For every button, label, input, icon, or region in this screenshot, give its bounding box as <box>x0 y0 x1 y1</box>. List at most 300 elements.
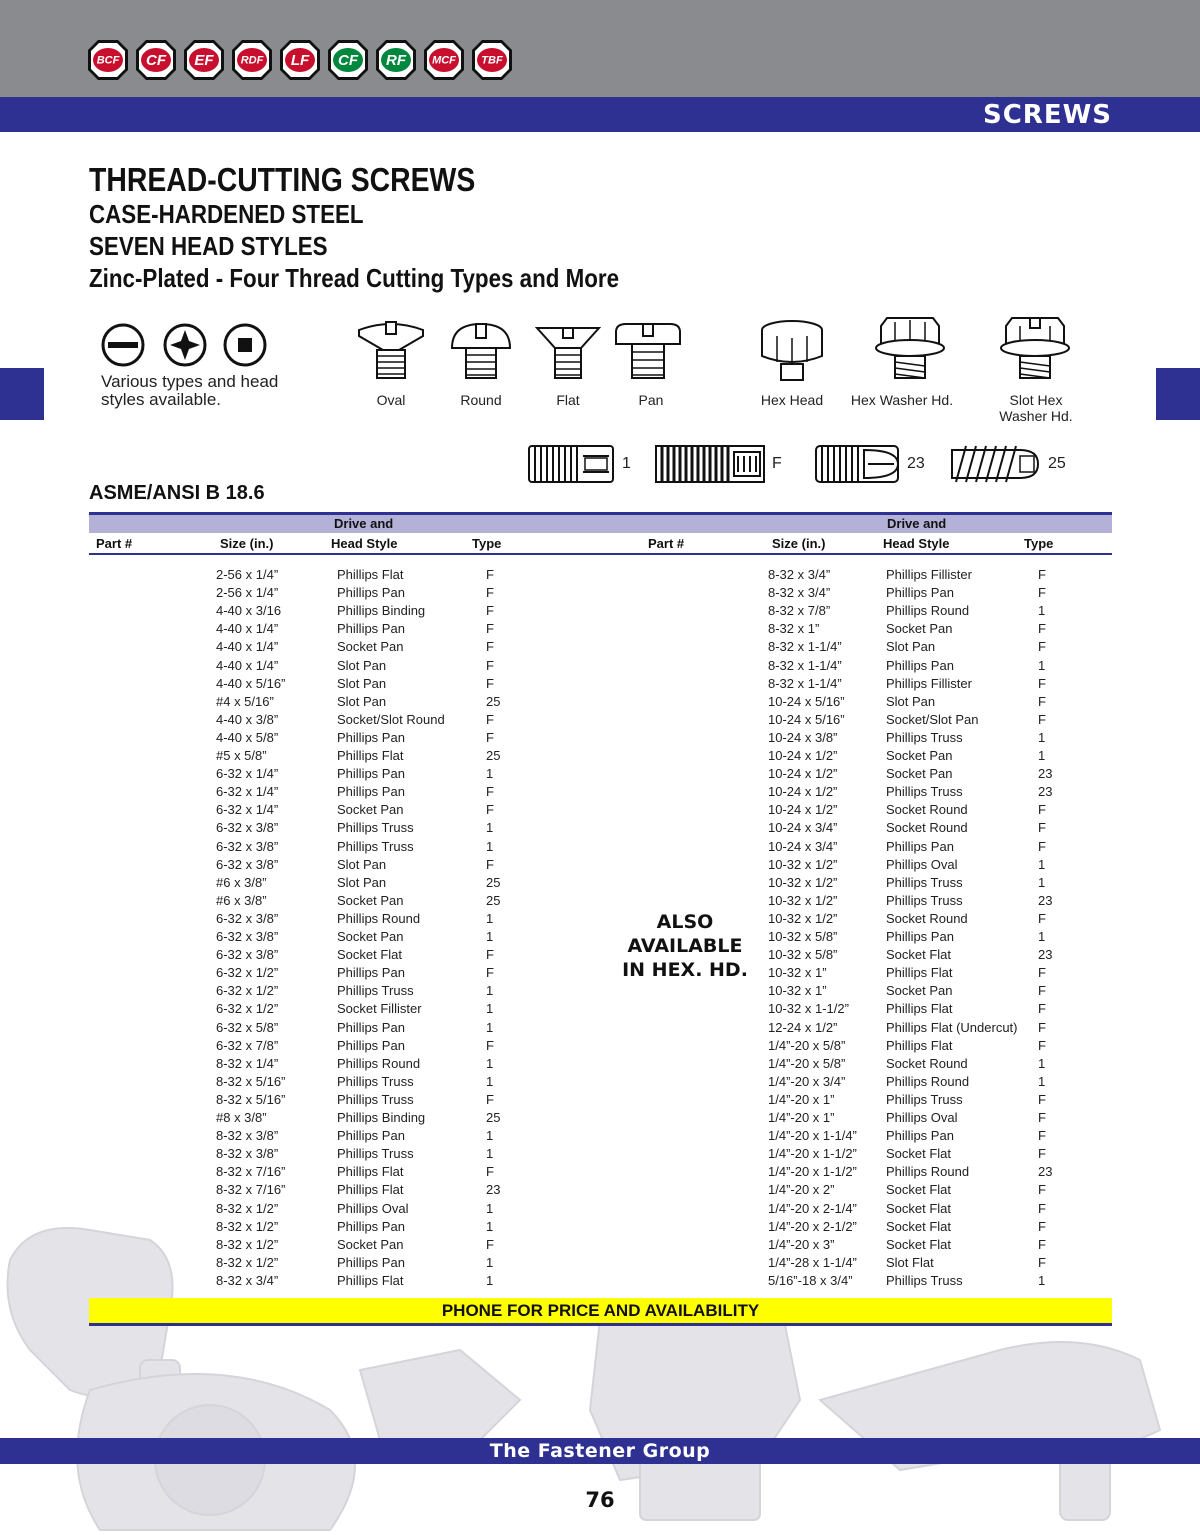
size-cell: #4 x 5/16” <box>216 693 274 709</box>
size-cell: 8-32 x 1/2” <box>216 1254 279 1270</box>
size-cell: 8-32 x 3/4” <box>768 585 831 601</box>
head-style-cell: Slot Pan <box>337 675 387 691</box>
size-cell: 2-56 x 1/4” <box>216 567 279 582</box>
size-cell: 8-32 x 1-1/4” <box>768 657 842 673</box>
head-style-cell: Socket Flat <box>886 947 952 963</box>
rdf-logo <box>230 38 274 82</box>
size-cell: 8-32 x 5/16” <box>216 1091 286 1107</box>
head-style-cell: Phillips Round <box>337 1055 421 1071</box>
head-style-cell: Slot Pan <box>886 693 936 709</box>
head-style-cell: Socket/Slot Round <box>337 711 445 727</box>
type-cell: F <box>1038 1110 1046 1125</box>
svg-text:BCF: BCF <box>96 54 120 67</box>
head-style-cell: Socket Pan <box>337 1236 404 1252</box>
type-cell: F <box>1038 567 1046 582</box>
head-style-cell: Phillips Pan <box>337 1037 405 1053</box>
head-style-cell: Phillips Pan <box>337 766 405 782</box>
size-cell: 6-32 x 1/4” <box>216 766 279 782</box>
type-cell: F <box>486 603 494 619</box>
subtitle-finish: Zinc-Plated - Four Thread Cutting Types and More <box>89 263 620 293</box>
head-style-cell: Phillips Pan <box>337 585 405 601</box>
head-style-cell: Phillips Pan <box>337 784 405 800</box>
table-header-rule <box>89 553 1112 555</box>
head-style-cell: Socket Pan <box>886 748 953 763</box>
bcf-logo <box>86 38 130 82</box>
size-cell: 8-32 x 1/4” <box>216 1055 279 1071</box>
type-cell: F <box>486 784 494 800</box>
size-cell: 8-32 x 1/2” <box>216 1218 279 1234</box>
head-style-cell: Phillips Flat (Undercut) <box>886 1019 1018 1035</box>
size-cell: 8-32 x 7/16” <box>216 1182 286 1198</box>
size-cell: 12-24 x 1/2” <box>768 1019 838 1035</box>
head-style-cell: Phillips Round <box>886 1073 970 1089</box>
hex-head-caption: Hex Head <box>760 392 824 408</box>
oval-head-icon <box>355 320 427 382</box>
size-cell: 8-32 x 1-1/4” <box>768 639 842 655</box>
head-style-cell: Phillips Truss <box>886 1272 963 1288</box>
type-cell: 1 <box>486 766 494 782</box>
standard-label: ASME/ANSI B 18.6 <box>89 482 265 504</box>
footer-company-bar: The Fastener Group <box>0 1438 1200 1464</box>
type-cell: 1 <box>486 1019 494 1035</box>
size-cell: 4-40 x 5/16” <box>216 675 286 691</box>
head-style-cell: Socket Round <box>886 1055 968 1071</box>
type-cell: 1 <box>1038 603 1046 619</box>
size-cell: 6-32 x 1/2” <box>216 1001 279 1017</box>
type-cell: F <box>1038 1019 1046 1035</box>
head-style-cell: Socket Pan <box>337 802 404 818</box>
head-style-cell: Phillips Flat <box>337 1272 404 1288</box>
type-cell: 1 <box>486 929 494 944</box>
head-style-cell: Socket Flat <box>886 1182 952 1198</box>
size-cell: 1/4”-20 x 1-1/2” <box>768 1146 857 1162</box>
size-cell: 8-32 x 3/4” <box>216 1272 279 1288</box>
subtitle-material: CASE-HARDENED STEEL <box>89 199 364 229</box>
head-style-cell: Phillips Oval <box>886 1110 958 1125</box>
head-style-cell: Phillips Round <box>337 910 421 926</box>
head-style-cell: Phillips Truss <box>886 784 963 800</box>
thread-type-f-icon <box>654 442 766 486</box>
type-cell: F <box>1038 1254 1046 1270</box>
type-cell: F <box>1038 1037 1046 1053</box>
type-cell: 1 <box>486 838 494 854</box>
type-cell: F <box>1038 1218 1046 1234</box>
type-cell: 23 <box>486 1182 501 1198</box>
type-cell: 1 <box>486 1001 494 1017</box>
svg-text:TBF: TBF <box>481 54 503 67</box>
round-caption: Round <box>460 392 502 408</box>
size-cell: 8-32 x 3/8” <box>216 1128 279 1144</box>
type-cell: F <box>1038 965 1046 981</box>
type-cell: 25 <box>486 874 501 890</box>
type-cell: 1 <box>486 1200 494 1216</box>
head-style-cell: Socket Flat <box>337 947 403 963</box>
size-cell: 10-32 x 1/2” <box>768 874 838 890</box>
type-cell: F <box>486 711 494 727</box>
head-style-cell: Phillips Pan <box>886 929 954 944</box>
size-cell: 6-32 x 3/8” <box>216 838 279 854</box>
size-cell: 6-32 x 3/8” <box>216 820 279 836</box>
header-head-style-left: Head Style <box>331 536 398 551</box>
svg-text:CF: CF <box>338 52 358 69</box>
head-style-cell: Socket/Slot Pan <box>886 711 979 727</box>
head-style-cell: Socket Round <box>886 820 968 836</box>
header-type-right: Type <box>1024 536 1054 551</box>
size-cell: 6-32 x 3/8” <box>216 929 279 944</box>
head-style-cell: Phillips Flat <box>886 965 953 981</box>
head-style-cell: Phillips Round <box>886 603 970 619</box>
oval-caption: Oval <box>376 392 406 408</box>
head-style-cell: Socket Pan <box>337 639 404 655</box>
head-style-cell: Phillips Flat <box>337 1182 404 1198</box>
head-style-cell: Slot Pan <box>337 856 387 872</box>
type-cell: F <box>1038 1128 1046 1144</box>
size-cell: 10-32 x 1” <box>768 983 827 999</box>
various-types-note <box>101 373 278 409</box>
socket-drive-icon <box>225 325 265 365</box>
pan-head-icon <box>612 322 684 382</box>
type-cell: 1 <box>486 1272 494 1288</box>
head-style-cell: Phillips Round <box>886 1164 970 1180</box>
head-style-cell: Phillips Flat <box>886 1037 953 1053</box>
head-style-cell: Phillips Truss <box>886 892 963 908</box>
slot-hex-washer-caption <box>985 392 1087 424</box>
size-cell: 1/4”-20 x 2-1/4” <box>768 1200 857 1216</box>
type-cell: F <box>486 1164 494 1180</box>
head-style-cell: Phillips Binding <box>337 1110 426 1125</box>
size-cell: 1/4”-20 x 2” <box>768 1182 835 1198</box>
head-style-cell: Phillips Pan <box>337 1128 405 1144</box>
also-line-1: ALSO <box>656 911 714 933</box>
header-part-left: Part # <box>96 536 133 551</box>
type-cell: F <box>1038 675 1046 691</box>
size-cell: 8-32 x 7/16” <box>216 1164 286 1180</box>
type-cell: 1 <box>1038 729 1046 745</box>
head-style-cell: Phillips Fillister <box>886 567 972 582</box>
header-type-left: Type <box>472 536 502 551</box>
head-style-cell: Socket Pan <box>886 621 953 637</box>
head-style-cell: Socket Flat <box>886 1146 952 1162</box>
svg-text:MCF: MCF <box>432 54 456 67</box>
type-cell: 1 <box>1038 874 1046 890</box>
head-style-cell: Socket Pan <box>337 929 404 944</box>
type-cell: F <box>1038 621 1046 637</box>
head-style-cell: Phillips Truss <box>886 874 963 890</box>
type-cell: F <box>1038 1091 1046 1107</box>
also-line-3: IN HEX. HD. <box>622 959 748 981</box>
lf-logo <box>278 38 322 82</box>
size-cell: 10-24 x 1/2” <box>768 748 838 763</box>
head-style-cell: Socket Fillister <box>337 1001 422 1017</box>
brand-logo-row <box>86 38 514 86</box>
head-style-cell: Phillips Truss <box>337 1146 414 1162</box>
type-cell: F <box>486 567 494 582</box>
head-style-cell: Phillips Pan <box>337 1019 405 1035</box>
size-cell: 6-32 x 1/4” <box>216 784 279 800</box>
type-cell: 25 <box>486 892 501 908</box>
type-cell: 1 <box>486 983 494 999</box>
size-cell: 6-32 x 1/2” <box>216 983 279 999</box>
size-cell: 10-32 x 5/8” <box>768 929 838 944</box>
head-style-cell: Phillips Truss <box>886 729 963 745</box>
type-cell: 25 <box>486 748 501 763</box>
type-cell: F <box>486 729 494 745</box>
svg-text:RF: RF <box>386 52 406 69</box>
type-cell: F <box>486 621 494 637</box>
power-tools-background-image <box>0 1200 1200 1535</box>
svg-text:EF: EF <box>194 52 214 69</box>
type-cell: F <box>1038 1182 1046 1198</box>
type-cell: F <box>1038 585 1046 601</box>
flat-caption: Flat <box>556 392 580 408</box>
title-block <box>89 162 619 294</box>
head-style-cell: Phillips Pan <box>337 729 405 745</box>
cf-logo <box>134 38 178 82</box>
thread-type-23-label: 23 <box>907 455 925 472</box>
size-cell: 10-24 x 3/8” <box>768 729 838 745</box>
size-cell: 6-32 x 3/8” <box>216 856 279 872</box>
type-cell: F <box>1038 711 1046 727</box>
head-style-cell: Phillips Binding <box>337 603 426 619</box>
size-cell: 8-32 x 3/4” <box>768 567 831 582</box>
various-line-1: Various types and head <box>101 372 279 391</box>
thread-type-f-label: F <box>772 455 782 472</box>
thread-type-1-label: 1 <box>622 455 631 472</box>
type-cell: 1 <box>486 1128 494 1144</box>
size-cell: 1/4”-28 x 1-1/4” <box>768 1254 857 1270</box>
head-style-cell: Phillips Flat <box>337 748 404 763</box>
type-cell: 1 <box>1038 929 1046 944</box>
head-style-cell: Phillips Pan <box>337 621 405 637</box>
type-cell: F <box>1038 1146 1046 1162</box>
thread-type-25-label: 25 <box>1048 455 1066 472</box>
type-cell: F <box>486 639 494 655</box>
size-cell: 1/4”-20 x 1” <box>768 1110 835 1125</box>
type-cell: 23 <box>1038 892 1053 908</box>
head-style-cell: Phillips Oval <box>337 1200 409 1216</box>
table-header-band <box>89 512 1112 533</box>
type-cell: 23 <box>1038 784 1053 800</box>
svg-text:RDF: RDF <box>240 54 264 67</box>
head-style-cell: Slot Pan <box>337 657 387 673</box>
size-cell: 6-32 x 3/8” <box>216 910 279 926</box>
svg-text:CF: CF <box>146 52 166 69</box>
size-cell: 1/4”-20 x 5/8” <box>768 1037 846 1053</box>
phone-for-price-bar: PHONE FOR PRICE AND AVAILABILITY <box>89 1298 1112 1326</box>
slot-hex-caption-line-1: Slot Hex <box>1009 392 1063 408</box>
head-style-cell: Phillips Pan <box>886 585 954 601</box>
type-cell: 1 <box>1038 748 1046 763</box>
type-cell: 23 <box>1038 1164 1053 1180</box>
type-cell: 25 <box>486 1110 501 1125</box>
type-cell: F <box>1038 1236 1046 1252</box>
size-cell: 10-24 x 1/2” <box>768 802 838 818</box>
size-cell: 8-32 x 5/16” <box>216 1073 286 1089</box>
mcf-logo <box>422 38 466 82</box>
page-title: THREAD-CUTTING SCREWS <box>89 161 476 198</box>
head-style-cell: Phillips Truss <box>337 1091 414 1107</box>
type-cell: 1 <box>1038 856 1046 872</box>
head-style-cell: Phillips Fillister <box>886 675 972 691</box>
hex-head-icon <box>757 318 827 384</box>
type-cell: F <box>486 1091 494 1107</box>
size-cell: 8-32 x 1” <box>768 621 820 637</box>
size-cell: 1/4”-20 x 2-1/2” <box>768 1218 857 1234</box>
size-cell: 10-24 x 5/16” <box>768 693 845 709</box>
subtitle-head-styles: SEVEN HEAD STYLES <box>89 231 328 261</box>
size-cell: 10-24 x 5/16” <box>768 711 845 727</box>
size-cell: 1/4”-20 x 1” <box>768 1091 835 1107</box>
head-style-cell: Slot Pan <box>337 874 387 890</box>
head-style-cell: Socket Flat <box>886 1200 952 1216</box>
side-tab-right <box>1156 368 1200 420</box>
header-head-style-right: Head Style <box>883 536 950 551</box>
size-cell: 1/4”-20 x 5/8” <box>768 1055 846 1071</box>
page-number: 76 <box>585 1488 615 1512</box>
type-cell: F <box>1038 910 1046 926</box>
type-cell: F <box>486 1236 494 1252</box>
size-cell: 1/4”-20 x 1-1/2” <box>768 1164 857 1180</box>
type-cell: 1 <box>486 910 494 926</box>
side-tab-left <box>0 368 44 420</box>
header-drive-and-right: Drive and <box>887 516 947 531</box>
type-cell: 1 <box>486 1055 494 1071</box>
head-style-cell: Phillips Pan <box>886 838 954 854</box>
size-cell: 10-32 x 1/2” <box>768 910 838 926</box>
head-style-cell: Socket Pan <box>886 983 953 999</box>
drive-types-icon <box>100 322 270 368</box>
also-line-2: AVAILABLE <box>627 935 743 957</box>
slot-hex-caption-line-2: Washer Hd. <box>999 408 1073 424</box>
size-cell: 8-32 x 1/2” <box>216 1236 279 1252</box>
size-cell: 10-24 x 1/2” <box>768 766 838 782</box>
head-style-cell: Phillips Pan <box>337 1218 405 1234</box>
thread-type-23-icon <box>812 442 902 486</box>
round-head-icon <box>448 322 514 382</box>
size-cell: 6-32 x 7/8” <box>216 1037 279 1053</box>
size-cell: 10-32 x 1/2” <box>768 856 838 872</box>
head-style-cell: Slot Flat <box>886 1254 934 1270</box>
size-cell: 8-32 x 3/8” <box>216 1146 279 1162</box>
type-cell: F <box>1038 639 1046 655</box>
type-cell: F <box>486 1037 494 1053</box>
head-style-cell: Phillips Oval <box>886 856 958 872</box>
size-cell: 5/16”-18 x 3/4” <box>768 1272 853 1288</box>
type-cell: 23 <box>1038 766 1053 782</box>
size-cell: 1/4”-20 x 3” <box>768 1236 835 1252</box>
size-cell: 6-32 x 3/8” <box>216 947 279 963</box>
type-cell: F <box>486 965 494 981</box>
head-style-cell: Socket Flat <box>886 1236 952 1252</box>
head-style-cell: Phillips Truss <box>886 1091 963 1107</box>
type-cell: 1 <box>486 1254 494 1270</box>
cf-green-logo <box>326 38 370 82</box>
size-cell: 10-24 x 1/2” <box>768 784 838 800</box>
head-style-cell: Phillips Pan <box>886 1128 954 1144</box>
section-title: SCREWS <box>983 100 1112 130</box>
head-style-cell: Slot Pan <box>886 639 936 655</box>
size-cell: 6-32 x 1/4” <box>216 802 279 818</box>
tbf-logo <box>470 38 514 82</box>
size-cell: #5 x 5/8” <box>216 748 267 763</box>
head-style-cell: Slot Pan <box>337 693 387 709</box>
type-cell: F <box>486 856 494 872</box>
size-cell: 10-32 x 1” <box>768 965 827 981</box>
size-cell: 8-32 x 7/8” <box>768 603 831 619</box>
type-cell: F <box>486 585 494 601</box>
type-cell: F <box>486 675 494 691</box>
size-cell: 6-32 x 5/8” <box>216 1019 279 1035</box>
size-cell: 4-40 x 5/8” <box>216 729 279 745</box>
rf-logo <box>374 38 418 82</box>
head-style-cell: Phillips Truss <box>337 1073 414 1089</box>
type-cell: F <box>486 947 494 963</box>
type-cell: 1 <box>1038 1073 1046 1089</box>
size-cell: 10-32 x 5/8” <box>768 947 838 963</box>
size-cell: 8-32 x 1/2” <box>216 1200 279 1216</box>
type-cell: F <box>486 657 494 673</box>
size-cell: 4-40 x 3/16 <box>216 603 282 619</box>
thread-type-1-icon <box>525 442 617 486</box>
size-cell: 1/4”-20 x 1-1/4” <box>768 1128 857 1144</box>
type-cell: F <box>1038 838 1046 854</box>
svg-text:LF: LF <box>290 52 310 69</box>
hex-washer-caption: Hex Washer Hd. <box>850 392 954 408</box>
size-cell: 4-40 x 3/8” <box>216 711 279 727</box>
head-style-cell: Socket Pan <box>337 892 404 908</box>
size-cell: 6-32 x 1/2” <box>216 965 279 981</box>
size-cell: 10-32 x 1-1/2” <box>768 1001 849 1017</box>
type-cell: F <box>1038 693 1046 709</box>
type-cell: F <box>486 802 494 818</box>
header-size-left: Size (in.) <box>220 536 274 551</box>
head-style-cell: Phillips Truss <box>337 983 414 999</box>
header-part-right: Part # <box>648 536 685 551</box>
ef-logo <box>182 38 226 82</box>
also-available-note <box>612 910 758 982</box>
size-cell: 8-32 x 1-1/4” <box>768 675 842 691</box>
header-drive-and-left: Drive and <box>334 516 394 531</box>
size-cell: 10-32 x 1/2” <box>768 892 838 908</box>
type-cell: 1 <box>1038 657 1046 673</box>
head-style-cell: Phillips Truss <box>337 820 414 836</box>
size-cell: 2-56 x 1/4” <box>216 585 279 601</box>
slot-drive-icon <box>103 325 143 365</box>
type-cell: F <box>1038 983 1046 999</box>
type-cell: 23 <box>1038 947 1053 963</box>
type-cell: 1 <box>486 1073 494 1089</box>
head-style-cell: Socket Pan <box>886 766 953 782</box>
head-style-cell: Phillips Pan <box>337 965 405 981</box>
type-cell: 1 <box>486 1218 494 1234</box>
size-cell: 4-40 x 1/4” <box>216 621 279 637</box>
thread-type-25-icon <box>948 442 1042 486</box>
head-style-cell: Phillips Flat <box>337 1164 404 1180</box>
type-cell: F <box>1038 1200 1046 1216</box>
hex-washer-head-icon <box>873 312 947 382</box>
size-cell: #6 x 3/8” <box>216 874 267 890</box>
size-cell: 4-40 x 1/4” <box>216 657 279 673</box>
type-cell: 1 <box>1038 1055 1046 1071</box>
flat-head-icon <box>535 324 601 382</box>
head-style-cell: Phillips Truss <box>337 838 414 854</box>
size-cell: 4-40 x 1/4” <box>216 639 279 655</box>
pan-caption: Pan <box>638 392 664 408</box>
size-cell: 10-24 x 3/4” <box>768 838 838 854</box>
head-style-cell: Phillips Pan <box>886 657 954 673</box>
slot-hex-washer-head-icon <box>998 312 1072 382</box>
type-cell: 1 <box>486 1146 494 1162</box>
